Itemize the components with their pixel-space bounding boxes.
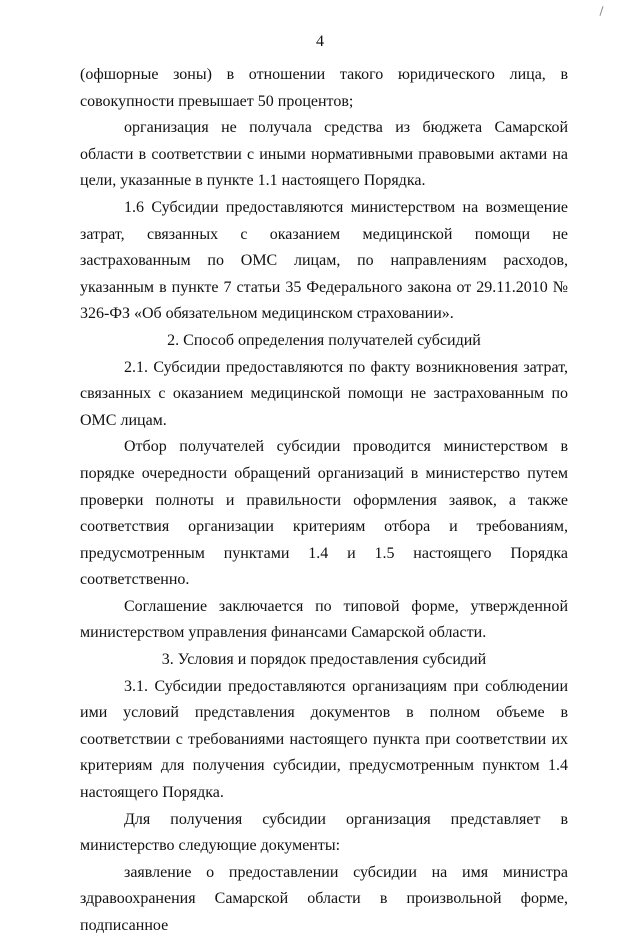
scan-mark bbox=[599, 6, 603, 16]
paragraph-documents-intro: Для получения субсидии организация представляет в министерство следующие документы: bbox=[80, 810, 568, 855]
paragraph-offshore-continuation: (офшорные зоны) в отношении такого юридического лица, в совокупности превышает 50 процентов; bbox=[80, 66, 568, 110]
section-heading-2: 2. Способ определения получателей субсидий bbox=[167, 331, 481, 349]
document-body bbox=[80, 62, 568, 940]
paragraph-2-1: 2.1. Субсидии предоставляются по факту возникновения затрат, связанных с оказанием медицинской помощи не застрахованным по ОМС лицам. bbox=[80, 358, 568, 429]
page-number: 4 bbox=[316, 33, 324, 50]
paragraph-selection: Отбор получателей субсидии проводится министерством в порядке очередности обращений организаций в министерство путем проверки полноты и правильности оформления заявок, а также соответствия организации критериям отбора и требованиям, предусмотренным пунктами 1.4 и 1.5 настоящего Порядка соответственно. bbox=[80, 438, 568, 589]
section-heading-3: 3. Условия и порядок предоставления субсидий bbox=[161, 651, 487, 669]
paragraph-application: заявление о предоставлении субсидии на имя министра здравоохранения Самарской области в произвольной форме, подписанное bbox=[80, 863, 568, 934]
paragraph-budget-funds: организация не получала средства из бюджета Самарской области в соответствии с иными нормативными правовыми актами на цели, указанные в пункте 1.1 настоящего Порядка. bbox=[80, 119, 568, 190]
paragraph-1-6: 1.6 Субсидии предоставляются министерством на возмещение затрат, связанных с оказанием медицинской помощи не застрахованным по ОМС лицам, по направлениям расходов, указанным в пункте 7 статьи 35 Федерального закона от 29.11.2010 № 326-ФЗ «Об обязательном медицинском страховании». bbox=[80, 198, 568, 323]
paragraph-3-1: 3.1. Субсидии предоставляются организациям при соблюдении ими условий представления документов в полном объеме в соответствии с требованиями настоящего пункта при соответствии их критериям для получения субсидии, предусмотренным пунктом 1.4 настоящего Порядка. bbox=[80, 677, 568, 802]
paragraph-agreement: Соглашение заключается по типовой форме, утвержденной министерством управления финансами Самарской области. bbox=[80, 597, 568, 642]
